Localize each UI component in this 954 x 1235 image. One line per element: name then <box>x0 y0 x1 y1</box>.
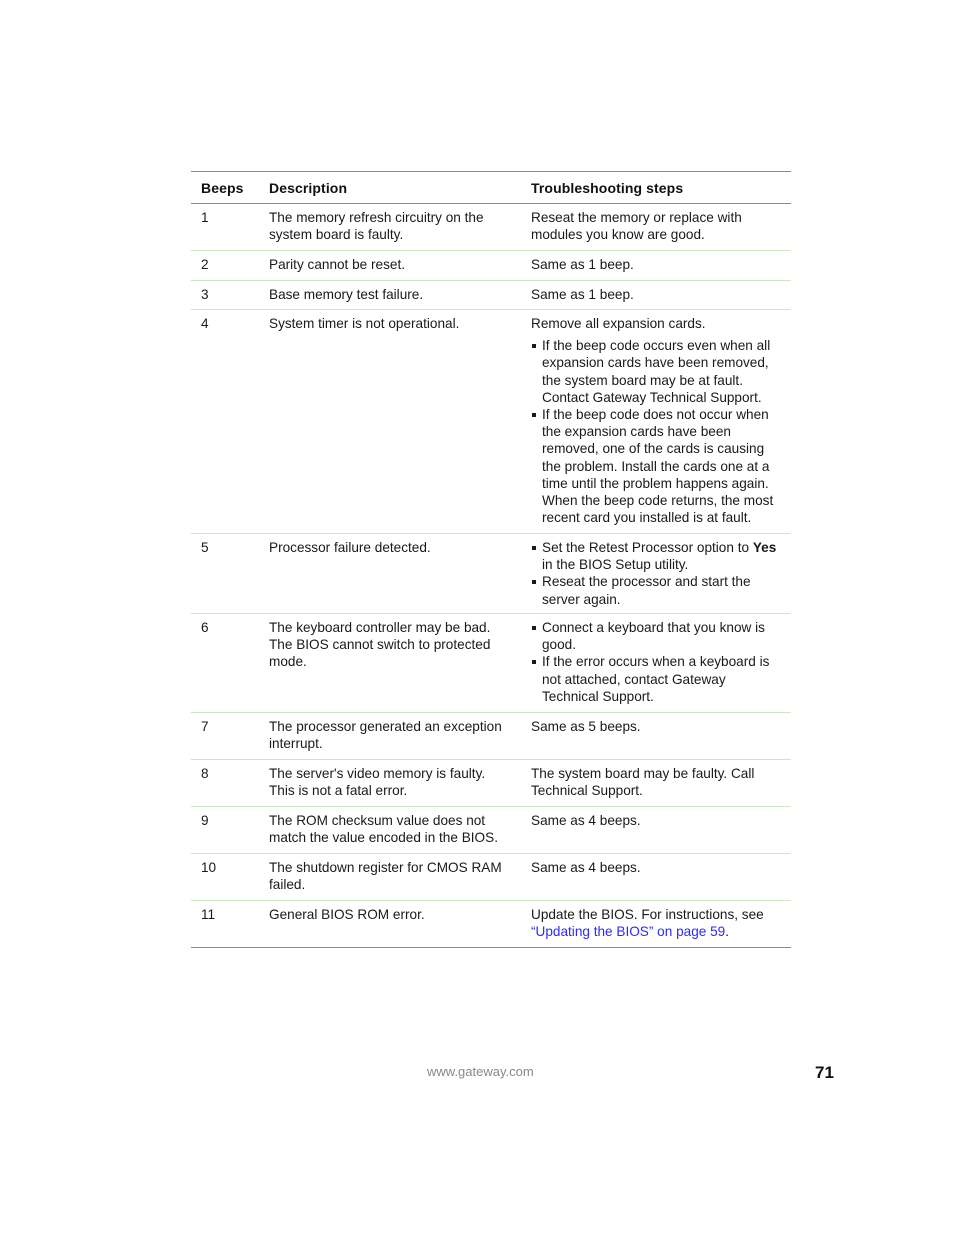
row-description: The memory refresh circuitry on the system board is faulty. <box>269 210 484 243</box>
row-beeps: 7 <box>201 719 209 734</box>
bullet-text: Set the Retest Processor option to <box>542 540 753 555</box>
row-steps: Same as 4 beeps. <box>531 860 641 875</box>
header-description: Description <box>269 179 348 196</box>
table-row <box>191 901 791 947</box>
list-item: Reseat the processor and start the server again. <box>531 573 781 607</box>
table-row <box>191 713 791 760</box>
steps-intro: Remove all expansion cards. <box>531 316 706 331</box>
list-item <box>531 539 781 573</box>
row-description: Base memory test failure. <box>269 287 424 302</box>
row-beeps: 8 <box>201 766 209 781</box>
table-row <box>191 251 791 281</box>
row-beeps: 3 <box>201 287 209 302</box>
header-beeps: Beeps <box>201 179 244 196</box>
table-row <box>191 760 791 807</box>
row-steps: The system board may be faulty. Call Technical Support. <box>531 766 755 799</box>
table-row <box>191 310 791 534</box>
row-steps <box>522 619 791 712</box>
row-beeps: 11 <box>201 907 216 922</box>
header-troubleshooting: Troubleshooting steps <box>531 179 684 196</box>
table-row <box>191 204 791 251</box>
row-description: The server's video memory is faulty. This is not a fatal error. <box>269 766 486 799</box>
bullet-text: in the BIOS Setup utility. <box>542 557 689 573</box>
footer-url: www.gateway.com <box>427 1064 534 1079</box>
list-item: Connect a keyboard that you know is good. <box>531 619 781 653</box>
table-row <box>191 534 791 614</box>
table-row <box>191 854 791 901</box>
steps-list <box>531 619 781 705</box>
list-item: If the error occurs when a keyboard is not attached, contact Gateway Technical Support. <box>531 653 781 705</box>
table-row <box>191 281 791 310</box>
steps-text: . <box>725 924 729 940</box>
row-beeps: 9 <box>201 813 209 828</box>
updating-bios-link[interactable]: “Updating the BIOS” on page 59 <box>531 924 726 940</box>
row-steps: Same as 5 beeps. <box>531 719 641 734</box>
row-beeps: 1 <box>201 210 209 225</box>
steps-text: Update the BIOS. For instructions, see <box>531 907 764 922</box>
row-description: Parity cannot be reset. <box>269 257 406 272</box>
row-steps: Reseat the memory or replace with modules you know are good. <box>531 210 742 243</box>
steps-list <box>531 337 781 526</box>
row-description: The ROM checksum value does not match the value encoded in the BIOS. <box>269 813 498 846</box>
table-row <box>191 807 791 854</box>
row-steps: Same as 4 beeps. <box>531 813 641 828</box>
row-beeps: 2 <box>201 257 209 272</box>
row-beeps: 4 <box>201 316 209 331</box>
row-description: General BIOS ROM error. <box>269 907 425 922</box>
row-steps <box>522 315 791 533</box>
row-description: The processor generated an exception interrupt. <box>269 719 502 752</box>
page-number: 71 <box>815 1063 834 1082</box>
table-header <box>191 172 791 204</box>
beep-codes-table <box>191 171 791 948</box>
steps-list <box>531 539 781 608</box>
row-steps: Same as 1 beep. <box>531 287 634 302</box>
list-item: If the beep code does not occur when the expansion cards have been removed, one of the cards is causing the problem. Install the cards one at a time until the problem happens again. When the beep code returns, the most recent card you installed is at fault. <box>531 406 781 526</box>
row-steps <box>522 539 791 613</box>
row-beeps: 10 <box>201 860 217 875</box>
row-description: The keyboard controller may be bad. The BIOS cannot switch to protected mode. <box>269 620 491 670</box>
row-steps <box>522 906 791 947</box>
row-description: System timer is not operational. <box>269 316 460 331</box>
row-description: The shutdown register for CMOS RAM failed. <box>269 860 502 893</box>
row-beeps: 6 <box>201 620 209 635</box>
row-description: Processor failure detected. <box>269 540 431 555</box>
row-beeps: 5 <box>201 540 209 555</box>
row-steps: Same as 1 beep. <box>531 257 634 272</box>
bold-value: Yes <box>752 540 777 555</box>
table-row <box>191 614 791 713</box>
list-item: If the beep code occurs even when all expansion cards have been removed, the system board may be at fault. Contact Gateway Technical Support. <box>531 337 781 406</box>
